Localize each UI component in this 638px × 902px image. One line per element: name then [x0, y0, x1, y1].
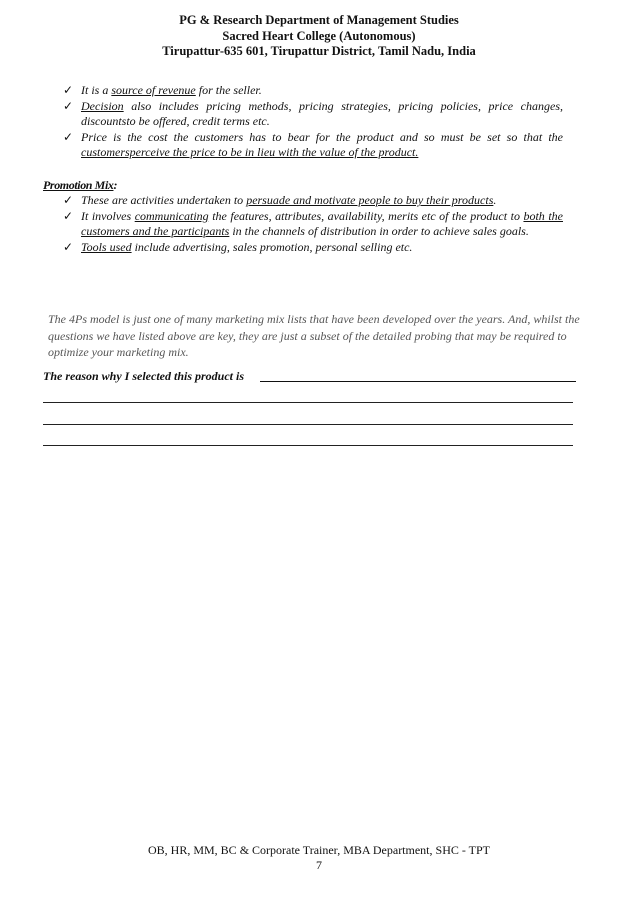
answer-line[interactable] — [43, 445, 573, 446]
checkmark-icon: ✓ — [63, 98, 74, 113]
college-address: Tirupattur-635 601, Tirupattur District, Tamil Nadu, India — [162, 44, 476, 58]
page-footer — [0, 843, 638, 873]
list-item: ✓ Decision also includes pricing methods, pricing strategies, pricing policies, price changes, discountsto be offered, credit terms etc. — [63, 98, 563, 128]
reason-answer-blank[interactable] — [260, 381, 576, 382]
checkmark-icon: ✓ — [63, 193, 74, 207]
page-number: 7 — [316, 858, 322, 872]
checkmark-icon: ✓ — [63, 129, 74, 144]
list-item: ✓ It involves communicating the features, attributes, availability, merits etc of the product to both the customers and the participants in the channels of distribution in order to achieve sales goals. — [63, 208, 563, 238]
promotion-bullet-list — [63, 193, 563, 255]
list-item: ✓ It is a source of revenue for the seller. — [63, 83, 262, 97]
answer-line[interactable] — [43, 424, 573, 425]
list-item: ✓ These are activities undertaken to persuade and motivate people to buy their products. — [63, 193, 497, 207]
list-item: ✓ Tools used include advertising, sales promotion, personal selling etc. — [63, 239, 413, 254]
checkmark-icon: ✓ — [63, 83, 74, 97]
marketing-mix-quote: The 4Ps model is just one of many marketing mix lists that have been developed over the years. And, whilst the questions we have listed above are key, they are just a subset of the detailed probing that may be required to optimize your marketing mix. — [48, 312, 580, 359]
section-heading-promotion-mix: Promotion Mix: — [43, 178, 118, 192]
price-bullet-list — [63, 83, 563, 161]
reason-prompt: The reason why I selected this product is — [43, 369, 245, 383]
list-item: ✓ Price is the cost the customers has to bear for the product and so must be set so that the customersperceive the price to be in lieu with the value of the product. — [63, 129, 563, 159]
department-name: PG & Research Department of Management Studies — [179, 13, 459, 27]
footer-credit: OB, HR, MM, BC & Corporate Trainer, MBA Department, SHC - TPT — [148, 843, 490, 857]
college-name: Sacred Heart College (Autonomous) — [222, 28, 416, 43]
checkmark-icon: ✓ — [63, 208, 74, 223]
answer-line[interactable] — [43, 402, 573, 403]
checkmark-icon: ✓ — [63, 239, 74, 254]
page-header — [0, 13, 638, 60]
